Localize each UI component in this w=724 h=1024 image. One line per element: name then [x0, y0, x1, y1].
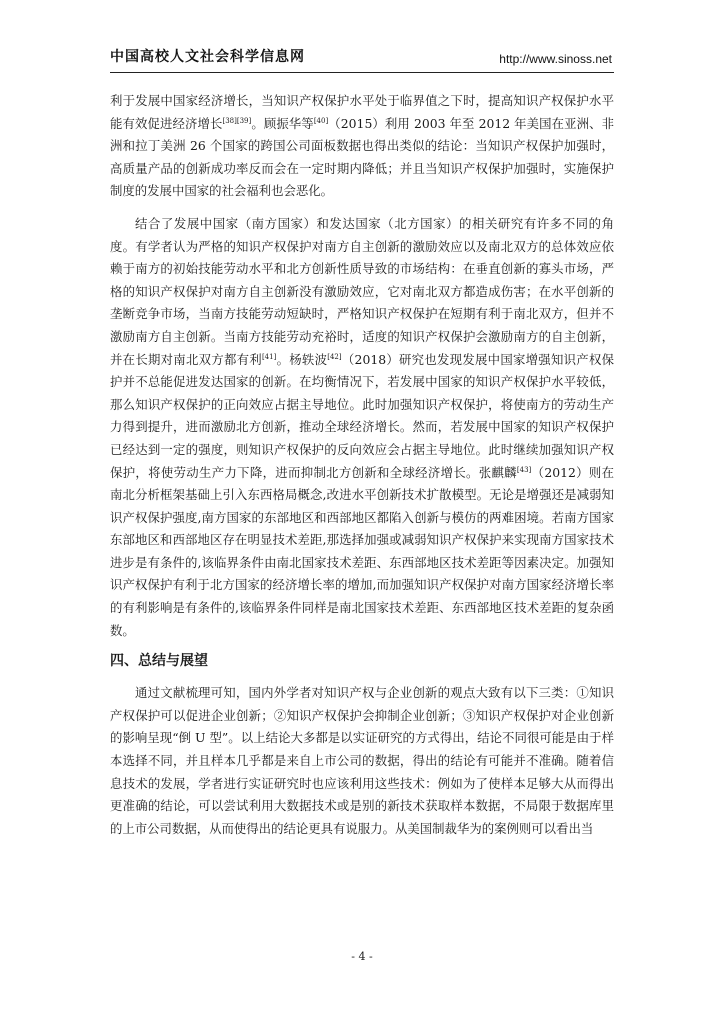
- page-header: [110, 46, 614, 73]
- section-heading: 四、总结与展望: [110, 653, 208, 670]
- paragraph-1-text-c: （2015）利用 2003 年至 2012 年美国在亚洲、非洲和拉丁美洲 26 个国家的跨国公司面板数据也得出类似的结论：当知识产权保护加强时，高质量产品的创新成功率反而会在一定时期内降低；并且当知识产权保护加强时，实施保护制度的发展中国家的社会福利也会恶化。: [110, 115, 615, 199]
- paragraph-2-text-b: 。杨轶波: [276, 351, 328, 367]
- paragraph-2-text-a: 结合了发展中国家（南方国家）和发达国家（北方国家）的相关研究有许多不同的角度。有学者认为严格的知识产权保护对南方自主创新的激励效应以及南北双方的总体效应依赖于南方的初始技能劳动水平和北方创新性质导致的市场结构：在垂直创新的寡头市场，严格的知识产权保护对南方自主创新没有激励效应，它对南北双方都造成伤害；在水平创新的垄断竞争市场，当南方技能劳动短缺时，严格知识产权保护在短期有利于南北双方，但并不激励南方自主创新。当南方技能劳动充裕时，适度的知识产权保护会激励南方的自主创新，并在长期对南北双方都有利: [110, 215, 614, 367]
- paragraph-1-text-a: 利于发展中国家经济增长，当知识产权保护水平处于临界值之下时，提高知识产权保护水平能有效促进经济增长: [110, 93, 614, 131]
- citation-40: [40]: [313, 116, 329, 125]
- paragraph-1: [110, 90, 614, 203]
- paragraph-2-text-d: （2012）则在南北分析框架基础上引入东西格局概念,改进水平创新技术扩散模型。无论是增强还是减弱知识产权保护强度,南方国家的东部地区和西部地区都陷入创新与模仿的两难困境。若南方国家东部地区和西部地区存在明显技术差距,那选择加强或减弱知识产权保护来实现南方国家技术进步是有条件的,该临界条件由南北国家技术差距、东西部地区技术差距等因素决定。加强知识产权保护有利于北方国家的经济增长率的增加,而加强知识产权保护对南方国家经济增长率的有利影响是有条件的,该临界条件同样是南北国家技术差距、东西部地区技术差距的复杂函数。: [110, 464, 615, 638]
- citation-38-39: [38][39]: [222, 116, 252, 125]
- paragraph-3: 通过文献梳理可知，国内外学者对知识产权与企业创新的观点大致有以下三类：①知识产权保护可以促进企业创新；②知识产权保护会抑制企业创新；③知识产权保护对企业创新的影响呈现“倒 U 型”。以上结论大多都是以实证研究的方式得出，结论不同很可能是由于样本选择不同，并且样本几乎都是来自上市公司的数据，得出的结论有可能并不准确。随着信息技术的发展，学者进行实证研究时也应该利用这些技术：例如为了使样本足够大从而得出更准确的结论，可以尝试利用大数据技术或是别的新技术获取样本数据，不局限于数据库里的上市公司数据，从而使得出的结论更具有说服力。从美国制裁华为的案例则可以看出当: [110, 685, 614, 836]
- page-number: - 4 -: [351, 950, 373, 963]
- paragraph-1-text-b: 。顾振华等: [251, 115, 314, 131]
- site-logo-text: 中国高校人文社会科学信息网: [110, 49, 305, 65]
- citation-42: [42]: [327, 352, 342, 361]
- article-body: [110, 90, 614, 840]
- header-url[interactable]: http://www.sinoss.net: [499, 52, 612, 66]
- paragraph-2-text-c: （2018）研究也发现发展中国家增强知识产权保护并不总能促进发达国家的创新。在均衡情况下，若发展中国家的知识产权保护水平较低，那么知识产权保护的正向效应占据主导地位。此时加强知识产权保护，将使南方的劳动生产力得到提升，进而激励北方创新，推动全球经济增长。然而，若发展中国家的知识产权保护已经达到一定的强度，则知识产权保护的反向效应会占据主导地位。此时继续加强知识产权保护，将使劳动生产力下降，进而抑制北方创新和全球经济增长。张麒麟: [110, 351, 615, 480]
- citation-43: [43]: [516, 465, 532, 474]
- citation-41: [41]: [261, 352, 277, 361]
- paragraph-2: [110, 213, 614, 642]
